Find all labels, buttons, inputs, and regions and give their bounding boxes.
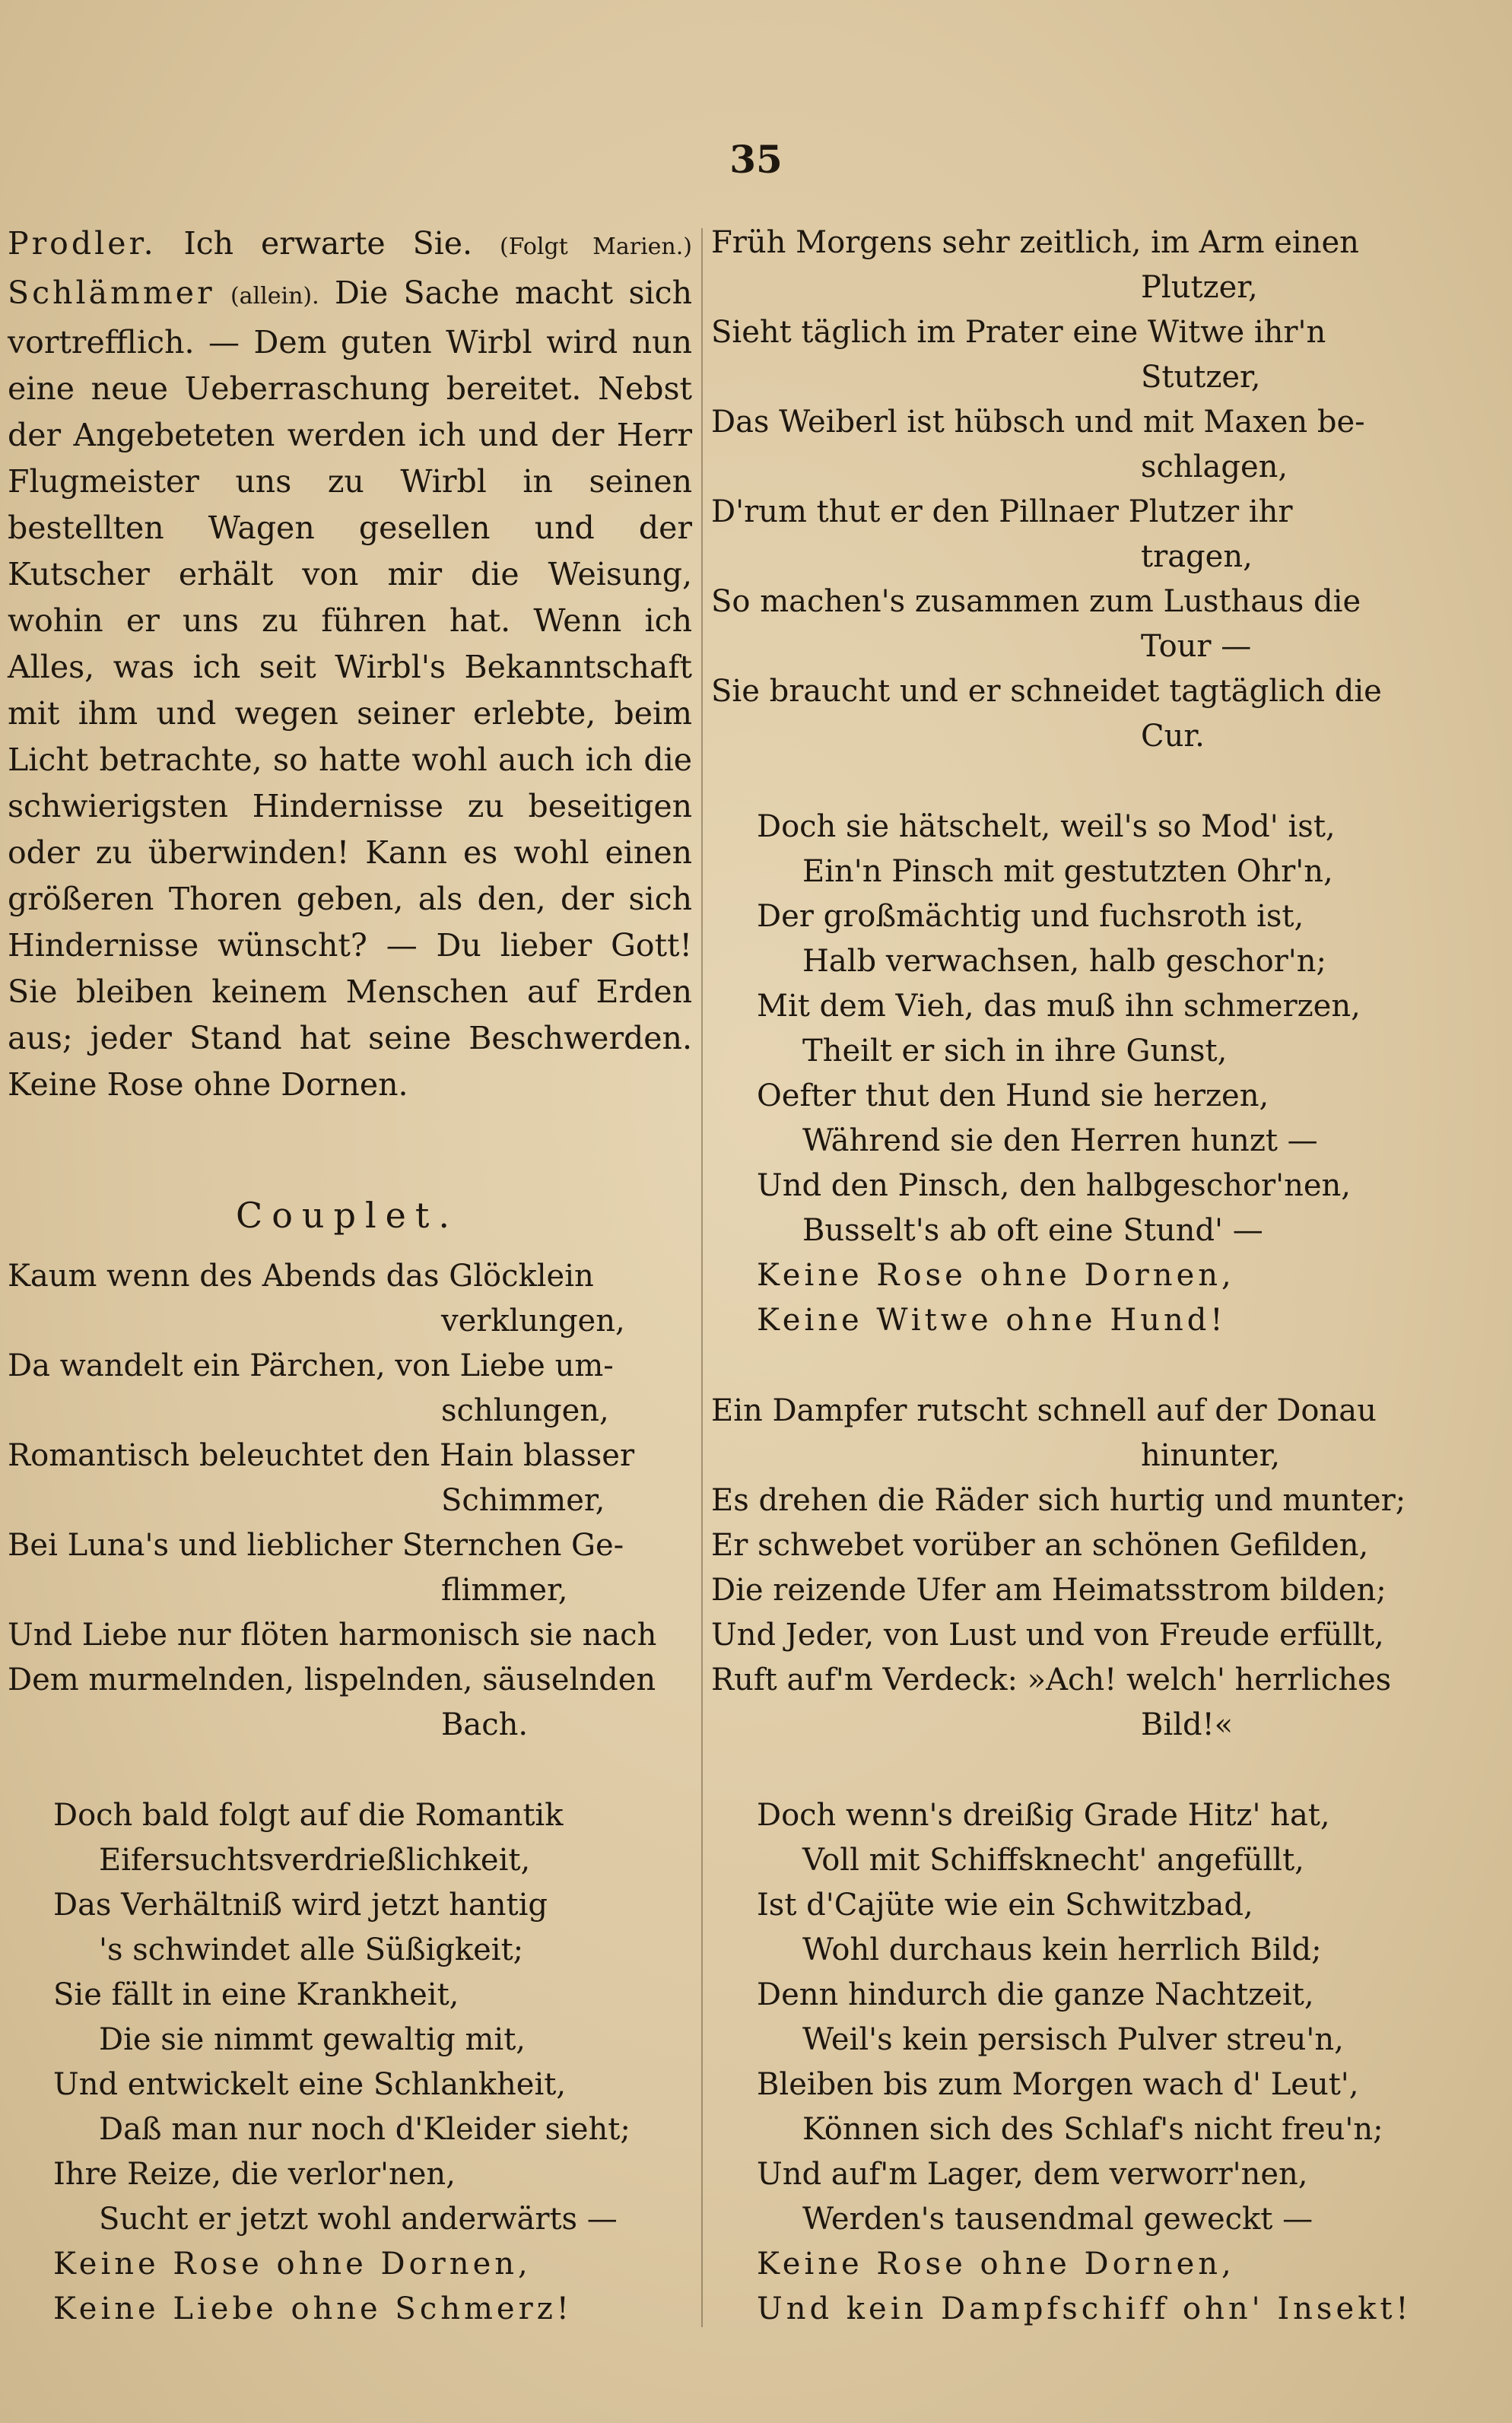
refrain-line: Sucht er jetzt wohl anderwärts — xyxy=(99,2202,618,2237)
stanza-gap xyxy=(711,759,1407,805)
refrain-line: Doch wenn's dreißig Grade Hitz' hat, xyxy=(757,1798,1330,1833)
left-column xyxy=(8,221,692,2332)
refrain-line: Mit dem Vieh, das muß ihn schmerzen, xyxy=(757,989,1361,1024)
refrain-line: Und den Pinsch, den halbgeschor'nen, xyxy=(757,1168,1351,1203)
stanza-gap xyxy=(8,1748,692,1793)
verse-line: D'rum thut er den Pillnaer Plutzer ihr xyxy=(711,494,1293,529)
refrain-line: Doch sie hätschelt, weil's so Mod' ist, xyxy=(757,809,1336,844)
verse-line: Die reizende Ufer am Heimatsstrom bilden; xyxy=(711,1573,1387,1608)
verse-line: Bei Luna's und lieblicher Sternchen Ge- xyxy=(8,1528,624,1563)
section-heading: Couplet. xyxy=(236,1195,459,1236)
verse-line: Sie braucht und er schneidet tagtäglich die xyxy=(711,674,1382,709)
refrain-stanza xyxy=(711,805,1407,1343)
verse-line: Das Weiberl ist hübsch und mit Maxen be- xyxy=(711,405,1365,440)
dialogue-text: Ich erwarte Sie. xyxy=(183,225,473,262)
refrain-line: Oefter thut den Hund sie herzen, xyxy=(757,1078,1269,1113)
verse-line: schlagen, xyxy=(1141,449,1288,484)
dialogue-text: Die Sache macht sich vortrefflich. — Dem guten Wirbl wird nun eine neue Ueberraschung bereitet. Nebst der Angebeteten werden ich und der Herr Flugmeister uns zu Wirbl in seinen bestellten Wagen gesellen und der Kutscher erhält von mir die Weisung, wohin er uns zu führen hat. Wenn ich Alles, was ich seit Wirbl's Bekanntschaft mit ihm und wegen seiner erlebte, beim Licht betrachte, so hatte wohl auch ich die schwierigsten Hindernisse zu beseitigen oder zu überwinden! Kann es wohl einen größeren Thoren geben, als den, der sich Hindernisse wünscht? — Du lieber Gott! Sie bleiben keinem Menschen auf Erden aus; jeder Stand hat seine Beschwerden. Keine Rose ohne Dornen. xyxy=(8,275,692,1103)
stage-direction: (Folgt Marien.) xyxy=(499,233,692,260)
refrain-line: Ist d'Cajüte wie ein Schwitzbad, xyxy=(757,1888,1253,1923)
speaker-name: Schlämmer xyxy=(8,275,215,311)
refrain-line: Während sie den Herren hunzt — xyxy=(802,1123,1318,1158)
refrain-stanza xyxy=(8,1793,692,2332)
refrain-line: Daß man nur noch d'Kleider sieht; xyxy=(99,2112,631,2147)
stanza-gap xyxy=(711,1748,1407,1793)
refrain-line: Und kein Dampfschiff ohn' Insekt! xyxy=(757,2291,1412,2326)
refrain-line: Keine Witwe ohne Hund! xyxy=(757,1303,1227,1338)
verse-line: Da wandelt ein Pärchen, von Liebe um- xyxy=(8,1348,614,1383)
refrain-line: Keine Rose ohne Dornen, xyxy=(757,2247,1235,2282)
refrain-stanza xyxy=(711,1793,1412,2332)
refrain-line: Können sich des Schlaf's nicht freu'n; xyxy=(802,2112,1383,2147)
verse-stanza xyxy=(711,1389,1407,1748)
refrain-line: Busselt's ab oft eine Stund' — xyxy=(802,1213,1263,1248)
refrain-line: Und auf'm Lager, dem verworr'nen, xyxy=(757,2157,1308,2192)
verse-line: So machen's zusammen zum Lusthaus die xyxy=(711,584,1361,619)
refrain-line: Der großmächtig und fuchsroth ist, xyxy=(757,899,1304,934)
verse-line: Sieht täglich im Prater eine Witwe ihr'n xyxy=(711,315,1326,350)
right-column xyxy=(711,221,1412,2332)
verse-line: verklungen, xyxy=(441,1304,625,1339)
verse-line: Plutzer, xyxy=(1141,270,1258,305)
refrain-line: 's schwindet alle Süßigkeit; xyxy=(99,1932,524,1967)
verse-line: hinunter, xyxy=(1141,1438,1281,1473)
speaker-name: Prodler. xyxy=(8,225,157,262)
refrain-line: Voll mit Schiffsknecht' angefüllt, xyxy=(802,1843,1304,1878)
verse-stanza xyxy=(8,1254,692,1748)
verse-line: Romantisch beleuchtet den Hain blasser xyxy=(8,1438,635,1473)
refrain-line: Theilt er sich in ihre Gunst, xyxy=(802,1034,1228,1069)
refrain-line: Weil's kein persisch Pulver streu'n, xyxy=(802,2022,1344,2057)
refrain-line: Bleiben bis zum Morgen wach d' Leut', xyxy=(757,2067,1359,2102)
refrain-line: Denn hindurch die ganze Nachtzeit, xyxy=(757,1977,1314,2012)
verse-line: Ruft auf'm Verdeck: »Ach! welch' herrliches xyxy=(711,1662,1392,1697)
verse-line: Schimmer, xyxy=(441,1483,605,1518)
refrain-line: Die sie nimmt gewaltig mit, xyxy=(99,2022,526,2057)
stanza-gap xyxy=(711,1343,1407,1389)
verse-line: Es drehen die Räder sich hurtig und munter; xyxy=(711,1483,1406,1518)
verse-line: Dem murmelnden, lispelnden, säuselnden xyxy=(8,1662,656,1697)
refrain-line: Und entwickelt eine Schlankheit, xyxy=(53,2067,567,2102)
stage-direction: (allein). xyxy=(230,283,319,310)
refrain-line: Keine Rose ohne Dornen, xyxy=(53,2247,532,2282)
refrain-line: Das Verhältniß wird jetzt hantig xyxy=(53,1888,548,1923)
verse-line: Stutzer, xyxy=(1141,360,1261,395)
refrain-line: Ein'n Pinsch mit gestutzten Ohr'n, xyxy=(802,854,1333,889)
verse-line: Bild!« xyxy=(1141,1707,1234,1742)
refrain-line: Sie fällt in eine Krankheit, xyxy=(53,1977,459,2012)
verse-line: Bach. xyxy=(441,1707,529,1742)
verse-line: tragen, xyxy=(1141,539,1253,574)
verse-line: Kaum wenn des Abends das Glöcklein xyxy=(8,1259,594,1294)
verse-line: Er schwebet vorüber an schönen Gefilden, xyxy=(711,1528,1369,1563)
refrain-line: Keine Liebe ohne Schmerz! xyxy=(53,2291,573,2326)
verse-line: Früh Morgens sehr zeitlich, im Arm einen xyxy=(711,225,1359,260)
dialogue-paragraph xyxy=(8,221,692,1108)
refrain-line: Werden's tausendmal geweckt — xyxy=(802,2202,1313,2237)
refrain-line: Keine Rose ohne Dornen, xyxy=(757,1258,1235,1293)
refrain-line: Halb verwachsen, halb geschor'n; xyxy=(802,944,1327,979)
verse-line: Tour — xyxy=(1141,629,1252,664)
verse-line: Und Jeder, von Lust und von Freude erfüllt, xyxy=(711,1618,1384,1653)
verse-line: Ein Dampfer rutscht schnell auf der Donau xyxy=(711,1393,1377,1428)
column-divider xyxy=(701,228,703,2327)
verse-line: Cur. xyxy=(1141,719,1205,754)
verse-line: schlungen, xyxy=(441,1393,609,1428)
verse-stanza xyxy=(711,221,1407,759)
refrain-line: Wohl durchaus kein herrlich Bild; xyxy=(802,1932,1322,1967)
verse-line: flimmer, xyxy=(441,1573,568,1608)
verse-line: Und Liebe nur flöten harmonisch sie nach xyxy=(8,1618,657,1653)
page-number: 35 xyxy=(729,137,783,182)
refrain-line: Eifersuchtsverdrießlichkeit, xyxy=(99,1843,531,1878)
refrain-line: Doch bald folgt auf die Romantik xyxy=(53,1798,564,1833)
refrain-line: Ihre Reize, die verlor'nen, xyxy=(53,2157,456,2192)
